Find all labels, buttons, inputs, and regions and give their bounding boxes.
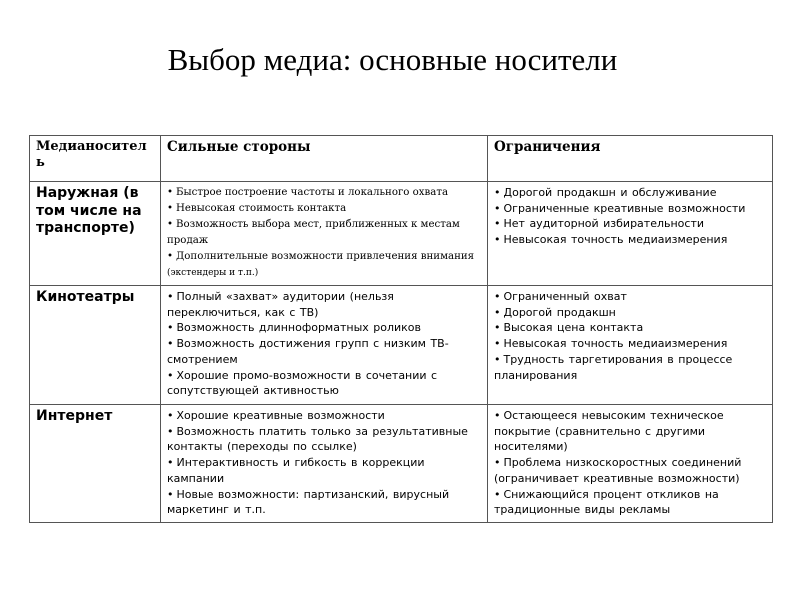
limitations-list (494, 289, 766, 383)
bullet-icon: • (167, 203, 174, 214)
list-item: • Трудность таргетирования в процессе планирования (494, 352, 733, 382)
list-item: • Ограниченный охват (494, 290, 627, 303)
bullet-icon: • (494, 217, 501, 231)
strengths-cell (161, 182, 488, 286)
bullet-icon: • (167, 424, 174, 438)
limitations-cell (488, 182, 773, 286)
list-item: • Интерактивность и гибкость в коррекции кампании (167, 456, 425, 485)
list-item: • Возможность выбора мест, приближенных к местам продаж (167, 219, 460, 246)
bullet-icon: • (167, 456, 174, 470)
table-header-row (30, 136, 773, 182)
bullet-icon: • (167, 187, 174, 198)
bullet-icon: • (494, 337, 501, 351)
list-item: • Новые возможности: партизанский, вирусный маркетинг и т.п. (167, 487, 450, 517)
bullet-icon: • (494, 233, 501, 247)
bullet-icon: • (167, 219, 174, 230)
bullet-icon: • (494, 290, 501, 303)
list-item: • Дополнительные возможности привлечения внимания (экстендеры и т.п.) (167, 251, 475, 278)
strengths-list (167, 185, 481, 281)
bullet-icon: • (494, 456, 501, 470)
bullet-icon: • (167, 290, 174, 303)
list-item: • Ограниченные креативные возможности (494, 201, 746, 215)
bullet-icon: • (167, 337, 174, 351)
list-item: • Быстрое построение частоты и локального охвата (167, 187, 449, 198)
bullet-icon: • (494, 186, 501, 199)
list-item: • Хорошие креативные возможности (167, 409, 385, 422)
header-limitations: Ограничения (488, 136, 773, 182)
carrier-cell: Кинотеатры (30, 286, 161, 405)
bullet-icon: • (167, 487, 174, 501)
strengths-list (167, 408, 481, 518)
list-item: • Дорогой продакшн (494, 305, 616, 319)
strengths-list (167, 289, 481, 399)
list-item: • Снижающийся процент откликов на традиционные виды рекламы (494, 487, 719, 517)
list-item: • Возможность достижения групп с низким ТВ-смотрением (167, 337, 449, 366)
strengths-note: (экстендеры и т.п.) (167, 268, 259, 278)
limitations-cell (488, 286, 773, 405)
list-item: • Дорогой продакшн и обслуживание (494, 186, 717, 199)
list-item: • Невысокая стоимость контакта (167, 203, 347, 214)
carrier-cell: Интернет (30, 405, 161, 523)
list-item: • Проблема низкоскоростных соединений (ограничивает креативные возможности) (494, 456, 742, 485)
bullet-icon: • (494, 321, 501, 335)
list-item: • Нет аудиторной избирательности (494, 217, 705, 231)
list-item: • Полный «захват» аудитории (нельзя переключиться, как с ТВ) (167, 290, 394, 319)
list-item: • Невысокая точность медиаизмерения (494, 233, 728, 247)
bullet-icon: • (167, 409, 174, 422)
limitations-list (494, 185, 766, 248)
bullet-icon: • (494, 201, 501, 215)
bullet-icon: • (494, 352, 501, 366)
list-item: • Невысокая точность медиаизмерения (494, 337, 728, 351)
list-item: • Хорошие промо-возможности в сочетании с сопутствующей активностью (167, 368, 438, 398)
carrier-cell: Наружная (в том числе на транспорте) (30, 182, 161, 286)
limitations-list (494, 408, 766, 518)
strengths-cell (161, 405, 488, 523)
bullet-icon: • (494, 409, 501, 422)
media-comparison-table (29, 135, 773, 523)
header-strengths: Сильные стороны (161, 136, 488, 182)
list-item: • Возможность длинноформатных роликов (167, 321, 422, 335)
strengths-cell (161, 286, 488, 405)
bullet-icon: • (167, 321, 174, 335)
table-row (30, 286, 773, 405)
header-carrier: Медианоситель (30, 136, 161, 182)
list-item: • Остающееся невысоким техническое покрытие (сравнительно с другими носителями) (494, 409, 724, 454)
table-row (30, 182, 773, 286)
limitations-cell (488, 405, 773, 523)
bullet-icon: • (167, 368, 174, 382)
list-item: • Возможность платить только за результативные контакты (переходы по ссылке) (167, 424, 468, 454)
list-item: • Высокая цена контакта (494, 321, 644, 335)
page-title: Выбор медиа: основные носители (167, 42, 618, 77)
bullet-icon: • (494, 305, 501, 319)
bullet-icon: • (494, 487, 501, 501)
bullet-icon: • (167, 251, 174, 262)
table-row (30, 405, 773, 523)
